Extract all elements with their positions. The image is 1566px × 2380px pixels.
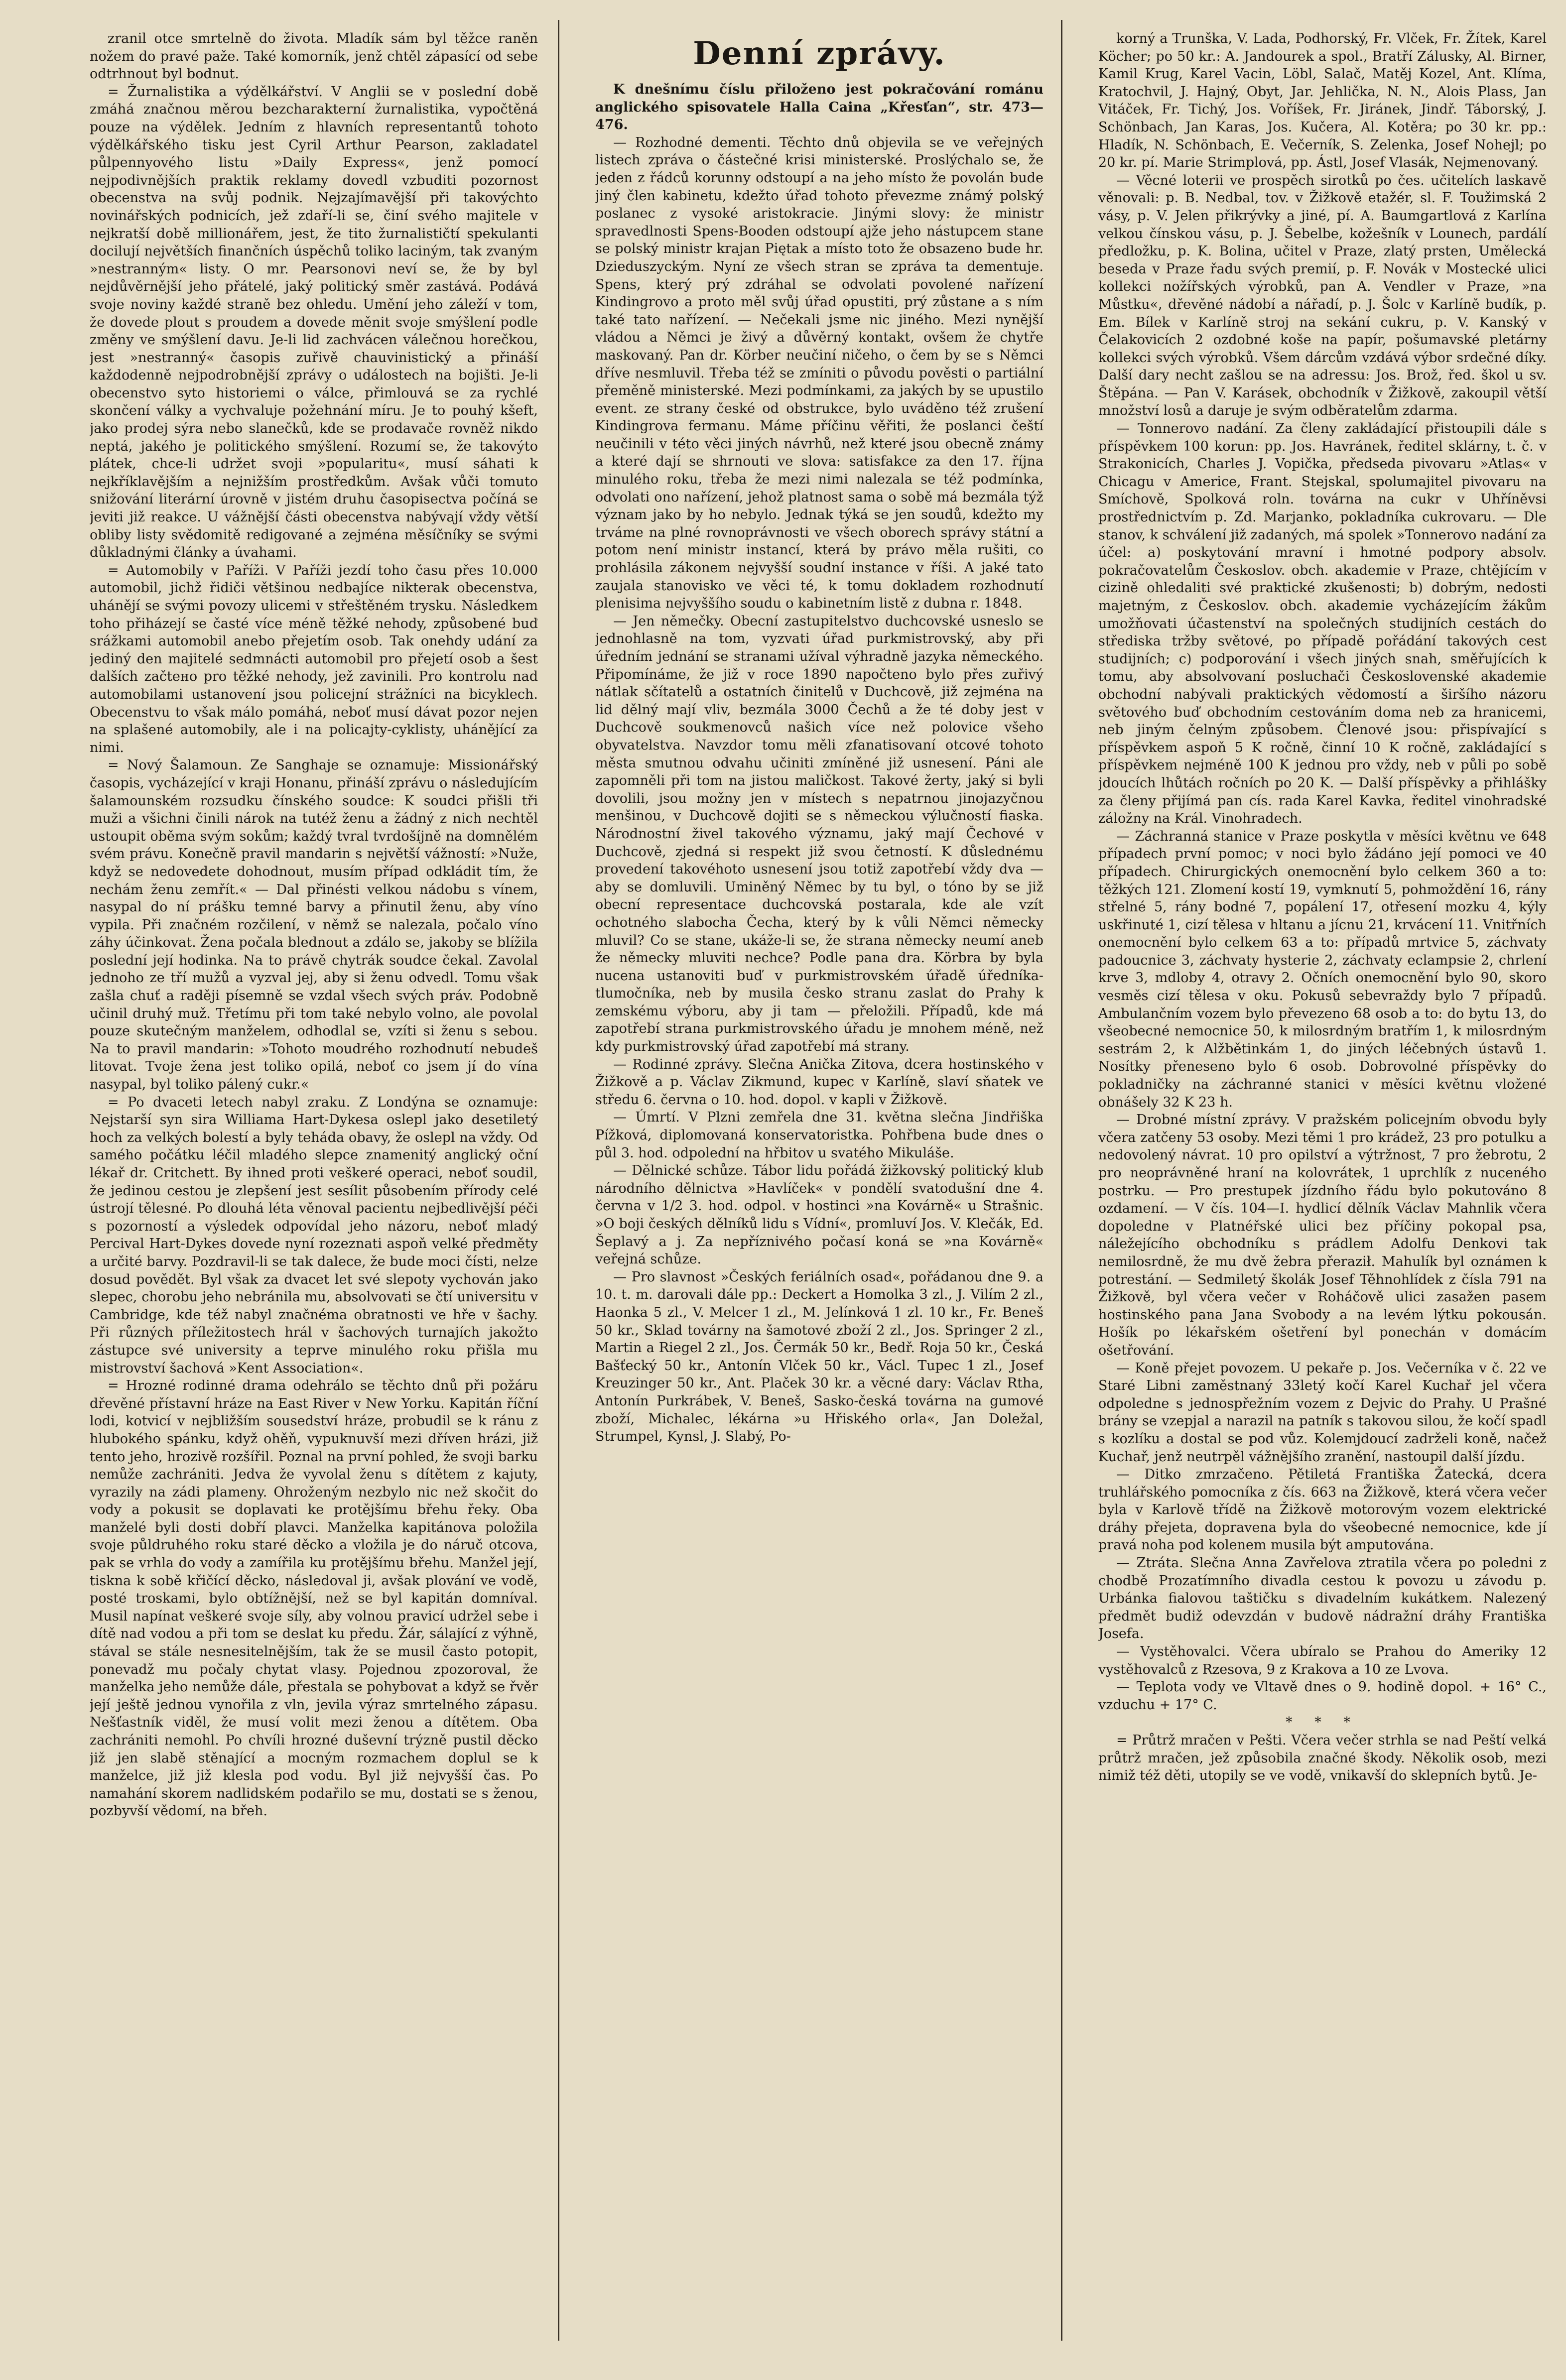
article-drobne-mistni-zpravy: — Drobné místní zprávy. V pražském policejním obvodu byly včera zatčeny 53 osoby. Mezi těmi 1 pro krádež, 23 pro potulku a nedovolený návrat. 10 pro opilství a výtržnost, 7 pro žebrotu, 2 pro neoprávněné hraní na kolovrátek, 1 uprchlík z nuceného postrku. — Pro prestupek jízdního řádu bylo pokutováno 8 ozdamení. — V čís. 104—I. hydlicí dělník Václav Mahnlik včera dopoledne v Platnéřské ulici bez příčiny pokopal psa, náležejícího obchodníku s prádlem Adolfu Denkovi tak nemilosrdně, že mu dvě žebra přeraził. Mahulík byl oznámen k potrestání. — Sedmiletý školák Josef Těhnohlídek z čísla 791 na Žižkově, byl včera večer v Roháčově ulici zasažen pasem hostinského pana Jana Svobody a na levém lýtku pokousán. Hošík po lékařském ošetření byl ponechán v domácím ošetřování.: [1098, 1112, 1547, 1358]
article-kone-prejet: — Koně přejet povozem. U pekaře p. Jos. Večerníka v č. 22 ve Staré Libni zaměstnaný 33letý kočí Karel Kuchař jel včera odpoledne s jednospřežním vozem z Dejvic do Prahy. U Prašné brány se vzepjal a narazil na patník s takovou silou, že kočí spadl s kozlíku a dostal se pod vůz. Kolemjdoucí zadrželi koně, načež Kuchař, jenž neutrpěl vážnějšího zranění, nastoupil další jízdu.: [1098, 1360, 1547, 1465]
article-umrti: — Úmrtí. V Plzni zemřela dne 31. května slečna Jindřiška Pížková, diplomovaná konservatoristka. Pohřbena bude dnes o půl 3. hod. odpolední na hřbitov u svatého Mikuláše.: [595, 1110, 1044, 1161]
article-rodinne-zpravy: — Rodinné zprávy. Slečna Anička Zitova, dcera hostinského v Žižkově a p. Václav Zikmund, kupec v Karlíně, slaví sňatek ve středu 6. června o 10. hod. dopol. v kapli v Žižkově.: [595, 1056, 1044, 1108]
article-rozhodne-dementi: — Rozhodné dementi. Těchto dnů objevila se ve veřejných listech zpráva o částečné krisi ministerské. Proslýchalo se, že jeden z řádců korunny odstoupí a na jeho místo že povolán bude jiný člen kabinetu, kdežto úřad tohoto převezme známý polský poslanec z vysoké aristokracie. Jinými slovy: že ministr spravedlnosti Spens-Booden odstoupí ajže jeho nástupcem stane se polský ministr krajan Piętak a místo toto že obsazeno bude hr. Dzieduszyckým. Nyní ze všech stran se zpráva ta dementuje. Spens, který prý zdráhal se odvolati povolené nařízení Kindingrovo a proto měl svůj úřad opustiti, prý zůstane a s ním také tato nařízení. — Nečekali jsme nic jiného. Mezi nynější vládou a Němci je živý a důvěrný kontakt, ovšem že chytře maskovaný. Pan dr. Körber neučiní ničeho, o čem by se s Němci dříve nesmluvil. Třeba též se zmíniti o původu pověsti o partiální přeměně ministerské. Mezi podmínkami, za jakých by se upustilo event. ze strany české od obstrukce, bylo uváděno též zrušení Kindingrova fermanu. Máme příčinu věřiti, že poslanci čeští neučinili v této věci jiných návrhů, než které jsou obecně známy a které dají se shrnouti ve slova: satisfakce za den 17. října minulého roku, třeba že mezi nimi nalezala se též podmínka, odvolati ono nařízení, jehož platnost sama o sobě má bezmála týž význam jako by ho nebylo. Jednak týká se jen soudů, kdežto my trváme na plné rovnoprávnosti ve všech oborech správy státní a potom není ministr instancí, která by právo měla rušiti, co prohlásila zákonem nejvyšší soudní instance v říši. A jaké tato zaujala stanovisko ve věci té, k tomu dokladem rozhodnutí plenisima nejvyššího soudu o kabinetním listě z dubna r. 1848.: [595, 134, 1044, 612]
column-right: [1098, 30, 1547, 2341]
article-ditko-zmrzaceno: — Ditko zmrzačeno. Pětiletá Františka Žatecká, dcera truhlářského pomocníka z čís. 663 na Žižkově, která včera večer byla v Karlově třídě na Žižkově motorovým vozem elektrické dráhy přejeta, dopravena byla do všeobecné nemocnice, kde jí pravá noha pod kolenem musila být amputována.: [1098, 1467, 1547, 1553]
article-rodinne-drama: = Hrozné rodinné drama odehrálo se těchto dnů při požáru dřevěné přístavní hráze na East River v New Yorku. Kapitán říční lodi, kotvicí v nejbližším sousedství hráze, probudil se k ránu z hlubokého spánku, když ohěň, vypuknuvší mezi dříven hrázi, již tento jeho, hrozivě rozšířil. Poznal na první pohled, že svoji barku nemůže zachrániti. Jedva že vyvolal ženu s dítětem z kajuty, vyrazily na zádi plameny. Ohroženým nezbylo nic než skočit do vody a pokusit se doplavati ke protějšímu břehu řeky. Oba manželé byli dosti dobří plavci. Manželka kapitánova položila svoje půldruhého roku staré děcko a vložila je do náruč otcova, pak se vrhla do vody a zamířila ku protějšímu břehu. Manžel její, tiskna k sobě křičící děcko, následoval ji, avšak plování ve vodě, posté troskami, bylo obtížnější, než se byl kapitán domníval. Musil napínat veškeré svoje síly, aby volnou pravicí udržel sebe i dítě nad vodou a při tom se deslat ku předu. Žár, sálající z výhně, stával se stále nesnesitelnějším, tak že se musil často potopit, ponevadž mu počaly chytat vlasy. Pojednou zpozoroval, že manželka jeho nemůže dále, přestala se pohybovat a když se řvěr její ještě jednou vynořila z vln, jevila výraz smrtelného zápasu. Nešťastník viděl, že musí volit mezi ženou a dítětem. Oba zachrániti nemohl. Po chvíli hrozné duševní trýzně pustil děcko již jen slabě stěnající a mocným rozmachem doplul se k manželce, již již klesla pod vodu. Byl již nejvyšší čas. Po namahání skorem nadlidském podařilo se mu, dostati se s ženou, pozbyvší vědomí, na břeh.: [90, 1378, 538, 1819]
article-paragraph: zranil otce smrtelně do života. Mladík sám byl těžce raněn nožem do pravé paže. Také komorník, jenž chtěl zápasící od sebe odtrhnout byl bodnut.: [90, 31, 538, 82]
section-heading: Denní zprávy.: [693, 35, 946, 72]
article-zachranna-stanice: — Záchranná stanice v Praze poskytla v měsíci květnu ve 648 případech první pomoc; v noci bylo žádáno její pomoci ve 40 případech. Chirurgických onemocnění bylo celkem 360 a to: těžkých 121. Zlomení kostí 19, vymknutí 5, pohmoždění 16, rány střelné 5, rány bodné 7, popálení 17, otřesení mozku 4, kýly uskřinuté 1, cizí tělesa v hltanu a jícnu 21, krvácení 11. Vnitřních onemocnění bylo celkem 63 a to: případů mrtvice 5, záchvaty padoucnice 3, záchvaty hysterie 2, záchvaty eclampsie 2, chrlení krve 3, mdloby 4, otravy 2. Očních onemocnění bylo 90, skoro vesměs cizí tělesa v oku. Pokusů sebevraždy bylo 7 případů. Ambulančním vozem bylo převezeno 68 osob a to: do bytu 13, do všeobecné nemocnice 50, k milosrdným bratřím 1, k milosrdným sestrám 2, k Alžbětinkám 1, do jiných léčebných ústavů 1. Nosítky přeneseno bylo 6 osob. Dobrovolné příspěvky do pokladničky na záchranné stanici v měsíci květnu vložené obnášely 32 K 23 h.: [1098, 828, 1547, 1110]
article-prutrz-mracen: = Průtrž mračen v Pešti. Včera večer strhla se nad Peští velká průtrž mračen, jež způsobila značné škody. Několik osob, mezi nimiž též děti, utopily se ve vodě, vnikavší do sklepních bytů. Je-: [1098, 1733, 1547, 1784]
article-vystehovalci: — Vystěhovalci. Včera ubíralo se Prahou do Ameriky 12 vystěhovalců z Rzesova, 9 z Krakova a 10 ze Lvova.: [1098, 1644, 1547, 1677]
article-novy-salamoun: = Nový Šalamoun. Ze Sanghaje se oznamuje: Missionářský časopis, vycházející v kraji Honanu, přináší zprávu o následujícím šalamounském rozsudku čínského soudce: K soudci přišli tři muži a všichni činili nárok na tutéž ženu a žádný z nich nechtěl ustoupit oběma svým sokům; každý tvral tvrdošíjně na domnělém svém právu. Konečně pravil mandarin s největší vážností: »Nuže, když se nedovedete dohodnout, musím případ odkládit tím, že nechám ženu zemřít.« — Dal přinésti velkou nádobu s vínem, nasypal do ní prášku temné barvy a přinutil ženu, aby víno vypila. Při značném rozčilení, v němž se nalezala, počalo víno záhy účinkovat. Žena počala blednout a zdálo se, jakoby se blížila poslední její hodinka. Na to právě chytrák soudce čekal. Zavolal jednoho ze tří mužů a vyzval jej, aby si ženu odvedl. Tomu však zašla chuť a raději písemně se vzdal všech svých práv. Podobně učinil druhý muž. Třetímu při tom také nebylo volno, ale povolal pouze skutečným manželem, odhodlal se, vzíti si ženu s sebou. Na to pravil mandarin: »Tohoto moudrého rozhodnutí nebudeš litovat. Tvoje žena jest toliko opilá, neboť co jsem jí do vína nasypal, byl toliko pálený cukr.«: [90, 757, 538, 1093]
article-automobily: = Automobily v Paříži. V Paříži jezdí toho času přes 10.000 automobil, jichž řidiči většinou nedbajíce nikterak obecenstva, uhánějí se svými povozy ulicemi v střeštěném trysku. Následkem toho přiházejí se časté více méně těžké nehody, způsobené buď srážkami automobil anebo přejetím osob. Tak onehdy udání za jediný den majitelé sedmnácti automobil pro přejetí osob a šest dalších začtено pro těžké nehody, jež zavinili. Pro kontrolu nad automobilami ustanovení jsou policejní strážníci na bicyklech. Obecenstvu to však málo pomáhá, neboť musí dávat pozor nejen na splašené automobily, ale i na policajty-cyklisty, uhánějící za nimi.: [90, 562, 538, 755]
article-feriální-osady: — Pro slavnost »Českých feriálních osad«, pořádanou dne 9. a 10. t. m. darovali dále pp.: Deckert a Homolka 3 zl., J. Vilím 2 zl., Haonka 5 zl., V. Melcer 1 zl., M. Jelínková 1 zl. 10 kr., Fr. Beneš 50 kr., Sklad továrny na šamotové zboží 2 zl., Jos. Springer 2 zl., Martin a Riegel 2 zl., Jos. Čermák 50 kr., Bedř. Roja 50 kr., Česká Bašťecký 50 kr., Antonín Vlček 50 kr., Václ. Tupec 1 zl., Josef Kreuzinger 50 kr., Ant. Plaček 30 kr. a věcné dary: Václav Rtha, Antonín Purkrábek, V. Beneš, Sasko-česká továrna na gumové zboží, Michalec, lékárna »u Hřiského orla«, Jan Doležal, Strumpel, Kynsl, J. Slabý, Po-: [595, 1269, 1044, 1445]
column-divider: [558, 20, 559, 2341]
article-ztrata: — Ztráta. Slečna Anna Zavřelova ztratila včera po poledni z chodbě Prozatímního divadla cestou k povozu u závodu p. Urbánka fialovou taštičku s divadelním kukátkem. Nalezený předmět budiž odevzdán v budově nádražní dráhy Františka Josefa.: [1098, 1555, 1547, 1642]
column-middle: [595, 30, 1044, 2341]
article-teplota-vody: — Teplota vody ve Vltavě dnes o 9. hodině dopol. + 16° C., vzduchu + 17° C.: [1098, 1679, 1547, 1713]
article-zurnalistika: = Žurnalistika a výdělkářství. V Anglii se v poslední době zmáhá značnou měrou bezcharakterní žurnalistika, vypočtěná pouze na výdělek. Jedním z hlavních representantů tohoto výdělkářského tisku jest Cyril Arthur Pearson, zakladatel půlpennyového listu »Daily Express«, jenž pomocí nejpodivnějších praktik reklamy dovedl vzbuditi pozornost obecenstva na svůj podnik. Nejzajímavější při takovýchto novinářských podnicích, jež zdaří-li se, činí svého majitele v nejkratší době millionářem, jest, že tito žurnalističtí spekulanti docilují největších finančních úspěchů toliko laciným, tak zvaným »nestranným« listy. O mr. Pearsonovi neví se, že by byl nejdůvěrnější jeho přátelé, jaký politický směr zastává. Podává svoje noviny každé straně bez ohledu. Umění jeho záleží v tom, že dovede plout s proudem a dovede měnit svoje smýšlení podle změny ve smýšlení davu. Je-li lid zachvácen válečnou horečkou, jest »nestranný« časopis zuřivě chauvinistický a přináší každodenně nejpodrobnější zprávy o událostech na bojišti. Je-li obecenstvo syto historiemi o válce, přimlouvá se za rychlé skončení války a vychvaluje požehnání míru. Je to pouhý kšeft, jako prodej sýra nebo slanečků, kde se prodavače rovněž nikdo neptá, jakého je politického smýšlení. Rozumí se, že takovýto plátek, chce-li udržet svoji »popularitu«, musí sáhati k nejkříklavějším a nejnižším prostředkům. Avšak vůči tomuto snižování literární úrovně v jistém druhu časopisectva počíná se jeviti již reakce. U vážnější části obecenstva nabývají vždy větší obliby listy svědomitě redigované a zejména měsíčníky se svými důkladnými články a úvahami.: [90, 84, 538, 561]
section-separator: * * *: [1286, 1715, 1359, 1731]
column-left: [90, 30, 538, 2341]
article-donors-continued: korný a Trunška, V. Lada, Podhorský, Fr. Vlček, Fr. Žítek, Karel Köcher; po 50 kr.: A. Jandourek a spol., Bratří Zálusky, Al. Birner, Kamil Krug, Karel Vacin, Löbl, Salač, Matěj Kozel, Ant. Klíma, Kratochvil, J. Hajný, Obyt, Jar. Jehlička, N. N., Alois Plass, Jan Vitáček, Fr. Tichý, Jos. Voříšek, Fr. Jiránek, Jindř. Táborský, J. Schönbach, Jan Karas, Jos. Kučera, Al. Kotěra; po 30 kr. pp.: Hladík, N. Schönbach, E. Večerník, S. Zelenka, Josef Nohejl; po 20 kr. pí. Marie Strimplová, pp. Ástl, Josef Vlasák, Nejmenovaný.: [1098, 31, 1547, 171]
article-delnicke-schuze: — Dělnické schůze. Tábor lidu pořádá žižkovský politický klub národního dělnictva »Havlíček« v pondělí svatodušní dne 4. června v 1/2 3. hod. odpol. v hostinci »na Kovárně« u Strašnic. »O boji českých dělníků lidu s Vídní«, promluví Jos. V. Klečák, Ed. Šeplavý a j. Za nepříznivého počasí koná se »na Kovárně« veřejná schůze.: [595, 1163, 1044, 1267]
article-jen-nemecky: — Jen němečky. Obecní zastupitelstvo duchcovské usneslo se jednohlasně na tom, vyzvati úřad purkmistrovský, aby při úředním jednání se stranami užíval výhradně jazyka německého. Připomínáme, že již v roce 1890 napočteno bylo přes zuřivý nátlak sčítatelů a ostatních činitelů v Duchcově, již zejména na lid dělný mají vliv, bezmála 3000 Čechů a že té doby jest v Duchcově soukmenovců našich více než polovice všeho obyvatelstva. Navzdor tomu měli zfanatisovaní otcové tohoto města smutnou odvahu učiniti zmíněné již usnesení. Páni ale zapomněli při tom na jistou maličkost. Takové žerty, jaký si byli dovolili, jsou možny jen v místech s nepatrnou jinojazyčnou menšinou, v Duchcově dojiti se s německou výlučností fiaska. Národnostní živel takového významu, jaký mají Čechové v Duchcově, zjedná si respekt již svou četností. K důslednému provedení takovéhoto usnesení jsou totiž zapotřebí vždy dva — aby se domluvili. Uminěný Němec by tu byl, o tóno by se již obecní representace duchcovská postarala, kde ale vzít ochotného slabocha Čecha, který by k vůli Němci německy mluvil? Co se stane, ukáže-li se, že strana německy neumí aneb že německy mluviti nechce? Podle pana dra. Körbra by byla nucena ustanoviti buď v purkmistrovském úřadě úředníka-tlumočníka, neb by musila česko stranu zaslat do Prahy k zemskému výboru, aby ji tam — přeložili. Případů, kde má zapotřebí strana purkmistrovského úřadu je mnohem méně, než kdy purkmistrovský úřad zapotřebí má strany.: [595, 613, 1044, 1055]
article-po-dvaceti-letech: = Po dvaceti letech nabyl zraku. Z Londýna se oznamuje: Nejstarší syn sira Williama Hart-Dykesa oslepl jako desetiletý hoch za velkých bolestí a byly teháda obavy, že oslepl na vždy. Od samého počátku léčil mladého slepce znamenitý anglický oční lékař dr. Critchett. By ihned proti veškeré operaci, neboť soudil, že jedinou cestou je zlepšení jest sesílit působením přírody celé ústrojí tělesné. Po dlouhá léta věnoval pacientu nejbedlivější péči s pozorností a výsledek odpovídal jeho názoru, neboť mladý Percival Hart-Dykes dovede nyní rozeznati aspoň velké předměty a určité barvy. Pozdravil-li se tak dalece, že bude moci čísti, nelze dosud povědět. Byl však za dvacet let své slepoty vychován jako slepec, chorobu jeho nebránila mu, absolvovati se čtí universitu v Cambridge, kde též nabyl značnéma obratnosti ve hře v šachy. Při různých příležitostech hrál v šachových turnajích jakožto zástupce své university a teprve minulého roku přišla mu mistrovství šachová »Kent Association«.: [90, 1094, 538, 1376]
column-divider: [1061, 20, 1062, 2341]
article-tonnerovo-nadani: — Tonnerovo nadání. Za členy zakládající přistoupili dále s příspěvkem 100 korun: pp. Jos. Havránek, ředitel sklárny, t. č. v Strakonicích, Charles J. Vopička, předseda pivovaru »Atlas« v Chicagu v Americe, Frant. Stejskal, spolumajitel pivovaru na Smíchově, Spolková roln. továrna na cukr v Uhříněvsi prostřednictvím p. Zd. Marjanko, pokladníka cukrovaru. — Dle stanov, k schválení již zadaných, má spolek »Tonnerovo nadání za účel: a) poskytování mravní i hmotné podpory absolv. pokračovatelům Českoslov. obch. akademie v Praze, chtějícím v cizině ohledaliti své praktické zkušenosti; b) dobrým, nedosti majetným, z Českoslov. obch. akademie vycházejícím žákům umožňovati účastenství na společných studijních cestách do střediska tržby světové, po případě pořádání takových cest studijních; c) podporování i všech jiných snah, směřujících k tomu, aby absolvovaní posluchači Československé akademie obchodní nabývali praktických vědomostí a širšího názoru světového buď obchodním cestováním doma neb za hranicemi, neb jiným čelným způsobem. Členové jsou: přispívající s příspěvkem aspoň 5 K ročně, činní 10 K ročně, zakládající s příspěvkem nejméně 100 K jednou pro vždy, neb v půli po sobě jdoucích lhůtách ročních po 20 K. — Další příspěvky a přihlášky za členy přijímá pan cís. rada Karel Kavka, ředitel vinohradské záložny na Král. Vinohradech.: [1098, 421, 1547, 827]
article-vecne-loterii: — Věcné loterii ve prospěch sirotků po čes. učitelích laskavě věnovali: p. B. Nedbal, tov. v Žižkově etažér, sl. F. Toužimská 2 vásy, p. V. Jelen přikrývky a jiné, pí. A. Baumgartlová z Karlína velkou čínskou vásu, p. J. Šebelbe, kožešník v Lounech, pardálí předložku, p. K. Bolina, učitel v Praze, zlatý prsten, Umělecká beseda v Praze řadu svých premií, p. F. Novák v Mostecké ulici kollekci nožířských výrobků, pan A. Vendler v Praze, »na Můstku«, dřevěné nádobí a nářadí, p. J. Šolc v Karlíně budík, p. Em. Bílek v Karlíně stroj na sekání cukru, p. V. Kanský v Čelakovicích 2 ozdobné koše na papír, pošumavské pletárny kollekci svých výrobků. Všem dárcům vzdává výbor srdečné díky. Další dary necht zašlou se na adressu: Jos. Brož, řed. škol u sv. Štěpána. — Pan V. Karásek, obchodník v Žižkově, zakoupil větší množství losů a daruje je svým odběratelům zdarma.: [1098, 172, 1547, 419]
supplement-notice: K dnešnímu číslu přiloženo jest pokračování románu anglického spisovatele Halla Caina „Křesťan“, str. 473—476.: [595, 82, 1044, 133]
